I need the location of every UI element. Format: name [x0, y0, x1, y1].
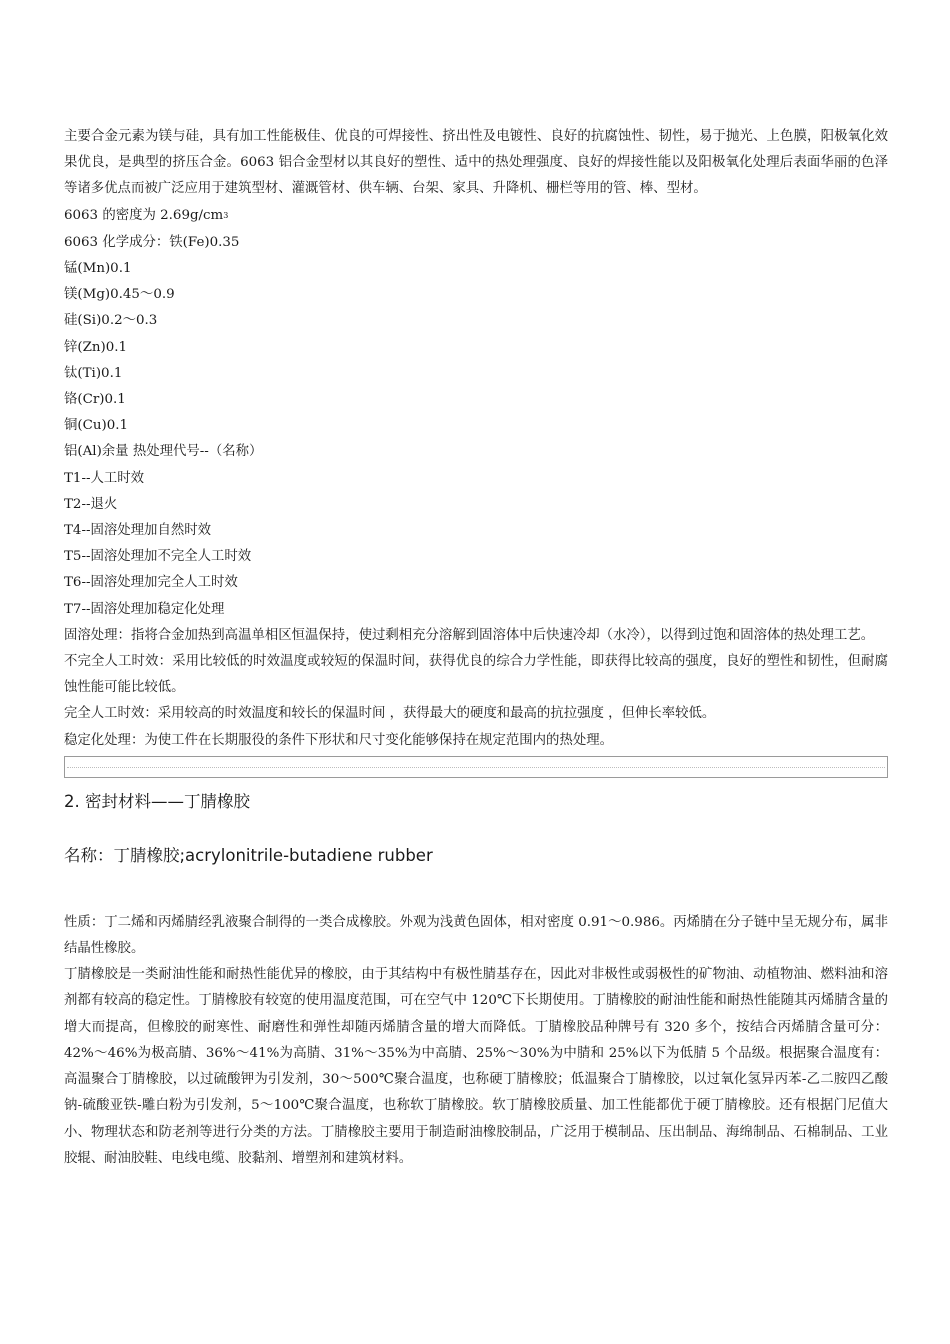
definition-paragraph: 不完全人工时效：采用比较低的时效温度或较短的保温时间，获得优良的综合力学性能，即获得比较高的强度，良好的塑性和韧性，但耐腐蚀性能可能比较低。 — [64, 654, 888, 696]
composition-line: 6063 化学成分：铁(Fe)0.35 — [64, 234, 240, 250]
definition-paragraph: 稳定化处理：为使工件在长期服役的条件下形状和尺寸变化能够保持在规定范围内的热处理。 — [64, 732, 614, 748]
composition-line: 锰(Mn)0.1 — [64, 261, 132, 277]
temper-line: T7--固溶处理加稳定化处理 — [64, 601, 225, 617]
density-superscript: 3 — [223, 210, 229, 220]
material-name: 名称：丁腈橡胶;acrylonitrile-butadiene rubber — [64, 845, 433, 865]
composition-line: 硅(Si)0.2～0.3 — [64, 313, 158, 329]
definition-paragraph: 固溶处理：指将合金加热到高温单相区恒温保持，使过剩相充分溶解到固溶体中后快速冷却（水冷），以得到过饱和固溶体的热处理工艺。 — [64, 627, 875, 643]
composition-line: 锌(Zn)0.1 — [64, 339, 128, 355]
temper-line: T4--固溶处理加自然时效 — [64, 523, 212, 539]
density-text: 6063 的密度为 2.69g/cm — [64, 207, 224, 223]
density-line — [64, 203, 888, 230]
composition-line: 铝(Al)余量 热处理代号--（名称） — [64, 444, 263, 460]
temper-line: T1--人工时效 — [64, 470, 145, 486]
document-page — [64, 124, 888, 1172]
definition-paragraph: 完全人工时效：采用较高的时效温度和较长的保温时间 ，获得最大的硬度和最高的抗拉强度 ，但伸长率较低。 — [64, 706, 716, 722]
composition-line: 镁(Mg)0.45～0.9 — [64, 287, 175, 303]
temper-line: T6--固溶处理加完全人工时效 — [64, 575, 238, 591]
temper-line: T2--退火 — [64, 496, 118, 512]
composition-line: 钛(Ti)0.1 — [64, 365, 123, 381]
composition-line: 铜(Cu)0.1 — [64, 418, 129, 434]
composition-line: 铬(Cr)0.1 — [64, 392, 126, 408]
intro-paragraph: 主要合金元素为镁与硅，具有加工性能极佳、优良的可焊接性、挤出性及电镀性、良好的抗腐蚀性、韧性，易于抛光、上色膜，阳极氧化效果优良，是典型的挤压合金。6063 铝合金型材以其良好的塑性、适中的热处理强度、良好的焊接性能以及阳极氧化处理后表面华丽的色泽等诸多优点而被广泛应用于建筑型材、灌溉管材、供车辆、台架、家具、升降机、栅栏等用的管、棒、型材。 — [64, 129, 888, 197]
properties-paragraph: 性质：丁二烯和丙烯腈经乳液聚合制得的一类合成橡胶。外观为浅黄色固体，相对密度 0.91～0.986。丙烯腈在分子链中呈无规分布，属非结晶性橡胶。 — [64, 914, 888, 957]
body-paragraph: 丁腈橡胶是一类耐油性能和耐热性能优异的橡胶，由于其结构中有极性腈基存在，因此对非极性或弱极性的矿物油、动植物油、燃料油和溶剂都有较高的稳定性。丁腈橡胶有较宽的使用温度范围，可在空气中 120℃下长期使用。丁腈橡胶的耐油性能和耐热性能随其丙烯腈含量的增大而提高，但橡胶的耐寒性、耐磨性和弹性却随丙烯腈含量的增大而降低。丁腈橡胶品种牌号有 320 多个，按结合丙烯腈含量可分：42%～46%为极高腈、36%～41%为高腈、31%～35%为中高腈、25%～30%为中腈和 25%以下为低腈 5 个品级。根据聚合温度有：高温聚合丁腈橡胶，以过硫酸钾为引发剂，30～500℃聚合温度，也称硬丁腈橡胶；低温聚合丁腈橡胶，以过氧化氢异丙苯-乙二胺四乙酸钠-硫酸亚铁-雕白粉为引发剂，5～100℃聚合温度，也称软丁腈橡胶。软丁腈橡胶质量、加工性能都优于硬丁腈橡胶。还有根据门尼值大小、物理状态和防老剂等进行分类的方法。丁腈橡胶主要用于制造耐油橡胶制品，广泛用于模制品、压出制品、海绵制品、石棉制品、工业胶辊、耐油胶鞋、电线电缆、胶黏剂、增塑剂和建筑材料。 — [64, 967, 888, 1166]
temper-line: T5--固溶处理加不完全人工时效 — [64, 549, 252, 565]
section-heading: 2. 密封材料——丁腈橡胶 — [64, 791, 250, 811]
spacer — [64, 868, 888, 910]
section-divider — [64, 756, 888, 778]
